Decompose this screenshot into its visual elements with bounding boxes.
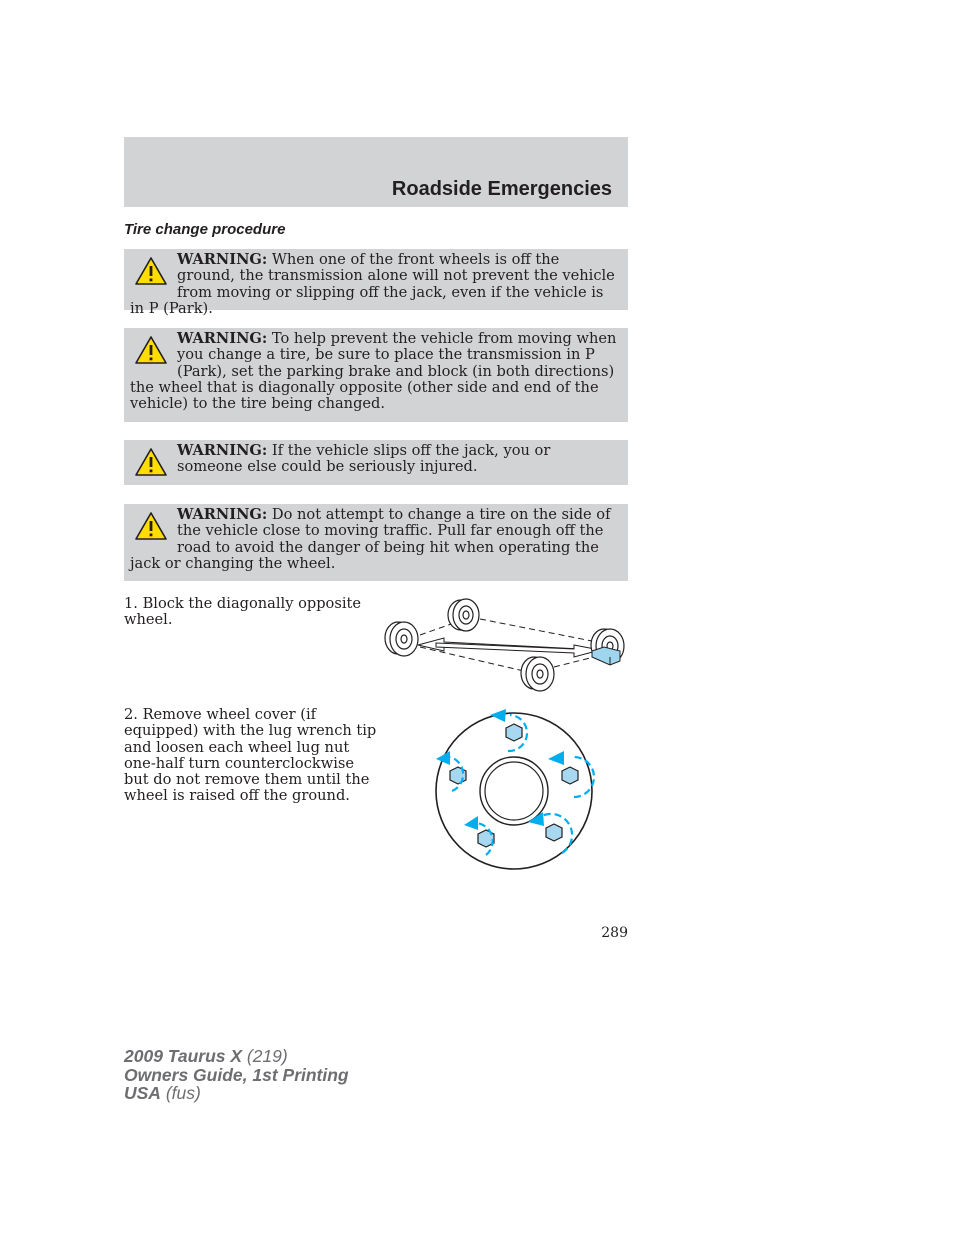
warning-triangle-icon: [134, 335, 168, 365]
warning-box: [124, 249, 628, 317]
warning-text: To help prevent the vehicle from moving when you change a tire, be sure to place the transmission in P (Park), set the parking brake and block (in both directions) the wheel that is diagonally opposite (other side and end of the vehicle) to the tire being changed.: [130, 330, 617, 413]
footer-line-3: USA (fus): [124, 1083, 201, 1103]
warning-label: WARNING:: [177, 442, 268, 459]
warning-box: [124, 504, 628, 581]
warning-triangle-icon: [134, 511, 168, 541]
step-2-text: 2. Remove wheel cover (if equipped) with the lug wrench tip and loosen each wheel lug nut one-half turn counterclockwise but do not remove them until the wheel is raised off the ground.: [124, 706, 377, 805]
warning-text: When one of the front wheels is off the ground, the transmission alone will not prevent the vehicle from moving or slipping off the jack, even if the vehicle is in P (Park).: [130, 251, 615, 317]
warning-text: Do not attempt to change a tire on the side of the vehicle close to moving traffic. Pull far enough off the road to avoid the danger of being hit when operating the jack or changing the wheel.: [130, 506, 611, 572]
warning-text: If the vehicle slips off the jack, you or someone else could be seriously injured.: [177, 442, 551, 476]
warning-triangle-icon: [134, 447, 168, 477]
footer-line-2: Owners Guide, 1st Printing: [124, 1064, 349, 1085]
footer: [124, 1047, 349, 1103]
lug-nut-loosening-illustration: [430, 705, 600, 875]
footer-line-1: 2009 Taurus X (219): [124, 1046, 288, 1066]
wheel-block: [592, 647, 620, 665]
warning-box: [124, 328, 628, 422]
section-title: Roadside Emergencies: [391, 178, 612, 200]
subheading: Tire change procedure: [124, 221, 286, 238]
warning-label: WARNING:: [177, 506, 268, 523]
block-wheel-illustration: [384, 595, 630, 695]
step-1-text: 1. Block the diagonally opposite wheel.: [124, 595, 362, 629]
warning-box: [124, 440, 628, 485]
section-header-band: [124, 137, 628, 207]
warning-label: WARNING:: [177, 330, 268, 347]
warning-triangle-icon: [134, 256, 168, 286]
warning-label: WARNING:: [177, 251, 268, 268]
page-number: 289: [601, 925, 628, 941]
